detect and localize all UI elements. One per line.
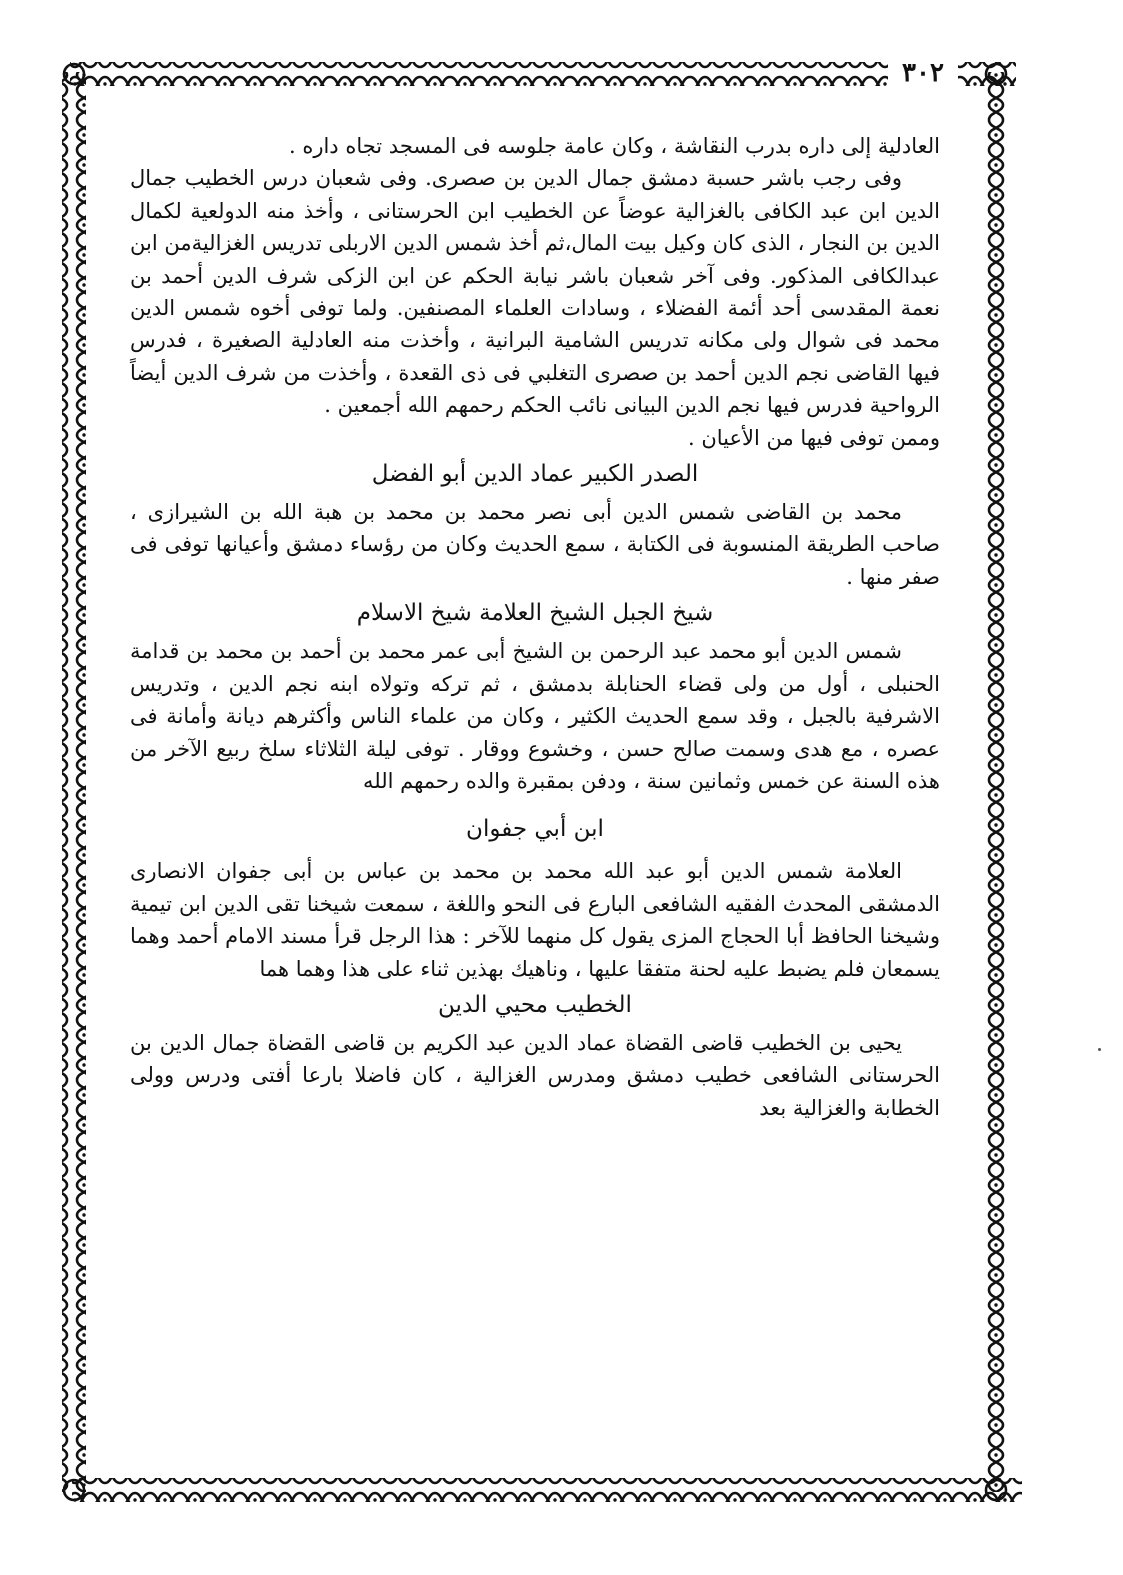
ink-speck bbox=[1098, 1048, 1101, 1051]
paragraph-continuation: العادلية إلى داره بدرب النقاشة ، وكان عامة جلوسه فى المسجد تجاه داره . bbox=[288, 134, 940, 158]
page-number: ٣٠٢ bbox=[888, 52, 958, 94]
paragraph-deaths-intro: وممن توفى فيها من الأعيان . bbox=[688, 425, 940, 450]
section-heading-muhyi-al-din: الخطيب محيي الدين bbox=[438, 991, 632, 1018]
section-heading-ibn-abi-jafwan: ابن أبي جفوان bbox=[466, 816, 604, 843]
section-body-shaykh-al-jabal: شمس الدين أبو محمد عبد الرحمن بن الشيخ أبى عمر محمد بن أحمد بن محمد بن قدامة الحنبلى ، أول من ولى قضاء الحنابلة بدمشق ، ثم تركه وتولاه ابنه نجم الدين ، وتدريس الاشرفية بالجبل ، وقد سمع الحديث الكثير ، وكان من علماء الناس وأكثرهم ديانة وأمانة فى عصره ، مع هدى وسمت صالح حسن ، وخشوع ووقار . توفى ليلة الثلاثاء سلخ ربيع الآخر من هذه السنة عن خمس وثمانين سنة ، ودفن بمقبرة والده رحمهم الله bbox=[130, 639, 940, 793]
paragraph-events: وفى رجب باشر حسبة دمشق جمال الدين بن صصرى. وفى شعبان درس الخطيب جمال الدين ابن عبد الكافى بالغزالية عوضاً عن الخطيب ابن الحرستانى ، وأخذ منه الدولعية لكمال الدين بن النجار ، الذى كان وكيل بيت المال،ثم أخذ شمس الدين الاربلى تدريس الغزاليةمن ابن عبدالكافى المذكور. وفى آخر شعبان باشر نيابة الحكم عن ابن الزكى شرف الدين أحمد بن نعمة المقدسى أحد أئمة الفضلاء ، وسادات العلماء المصنفين. ولما توفى أخوه شمس الدين محمد فى شوال ولى مكانه تدريس الشامية البرانية ، وأخذت منه العادلية الصغيرة ، فدرس فيها القاضى نجم الدين أحمد بن صصرى التغلبي فى ذى القعدة ، وأخذت من شرف الدين أيضاً الرواحية فدرس فيها نجم الدين البيانى نائب الحكم رحمهم الله أجمعين . bbox=[130, 166, 940, 418]
page-body bbox=[130, 130, 940, 1460]
section-body-imad-al-din: محمد بن القاضى شمس الدين أبى نصر محمد بن محمد بن هبة الله بن الشيرازى ، صاحب الطريقة المنسوبة فى الكتابة ، سمع الحديث وكان من رؤساء دمشق وأعيانها توفى فى صفر منها . bbox=[130, 500, 940, 589]
section-body-ibn-abi-jafwan: العلامة شمس الدين أبو عبد الله محمد بن محمد بن عباس بن أبى جفوان الانصارى الدمشقى المحدث الفقيه الشافعى البارع فى النحو واللغة ، سمعت شيخنا تقى الدين ابن تيمية وشيخنا الحافظ أبا الحجاج المزى يقول كل منهما للآخر : هذا الرجل قرأ مسند الامام أحمد وهما يسمعان فلم يضبط عليه لحنة متفقا عليها ، وناهيك بهذين ثناء على هذا وهما هما bbox=[130, 859, 940, 981]
section-heading-shaykh-al-jabal: شيخ الجبل الشيخ العلامة شيخ الاسلام bbox=[356, 600, 714, 627]
section-body-muhyi-al-din: يحيى بن الخطيب قاضى القضاة عماد الدين عبد الكريم بن قاضى القضاة جمال الدين بن الحرستانى الشافعى خطيب دمشق ومدرس الغزالية ، كان فاضلا بارعا أفتى ودرس وولى الخطابة والغزالية بعد bbox=[130, 1030, 940, 1120]
section-heading-imad-al-din: الصدر الكبير عماد الدين أبو الفضل bbox=[371, 461, 699, 488]
